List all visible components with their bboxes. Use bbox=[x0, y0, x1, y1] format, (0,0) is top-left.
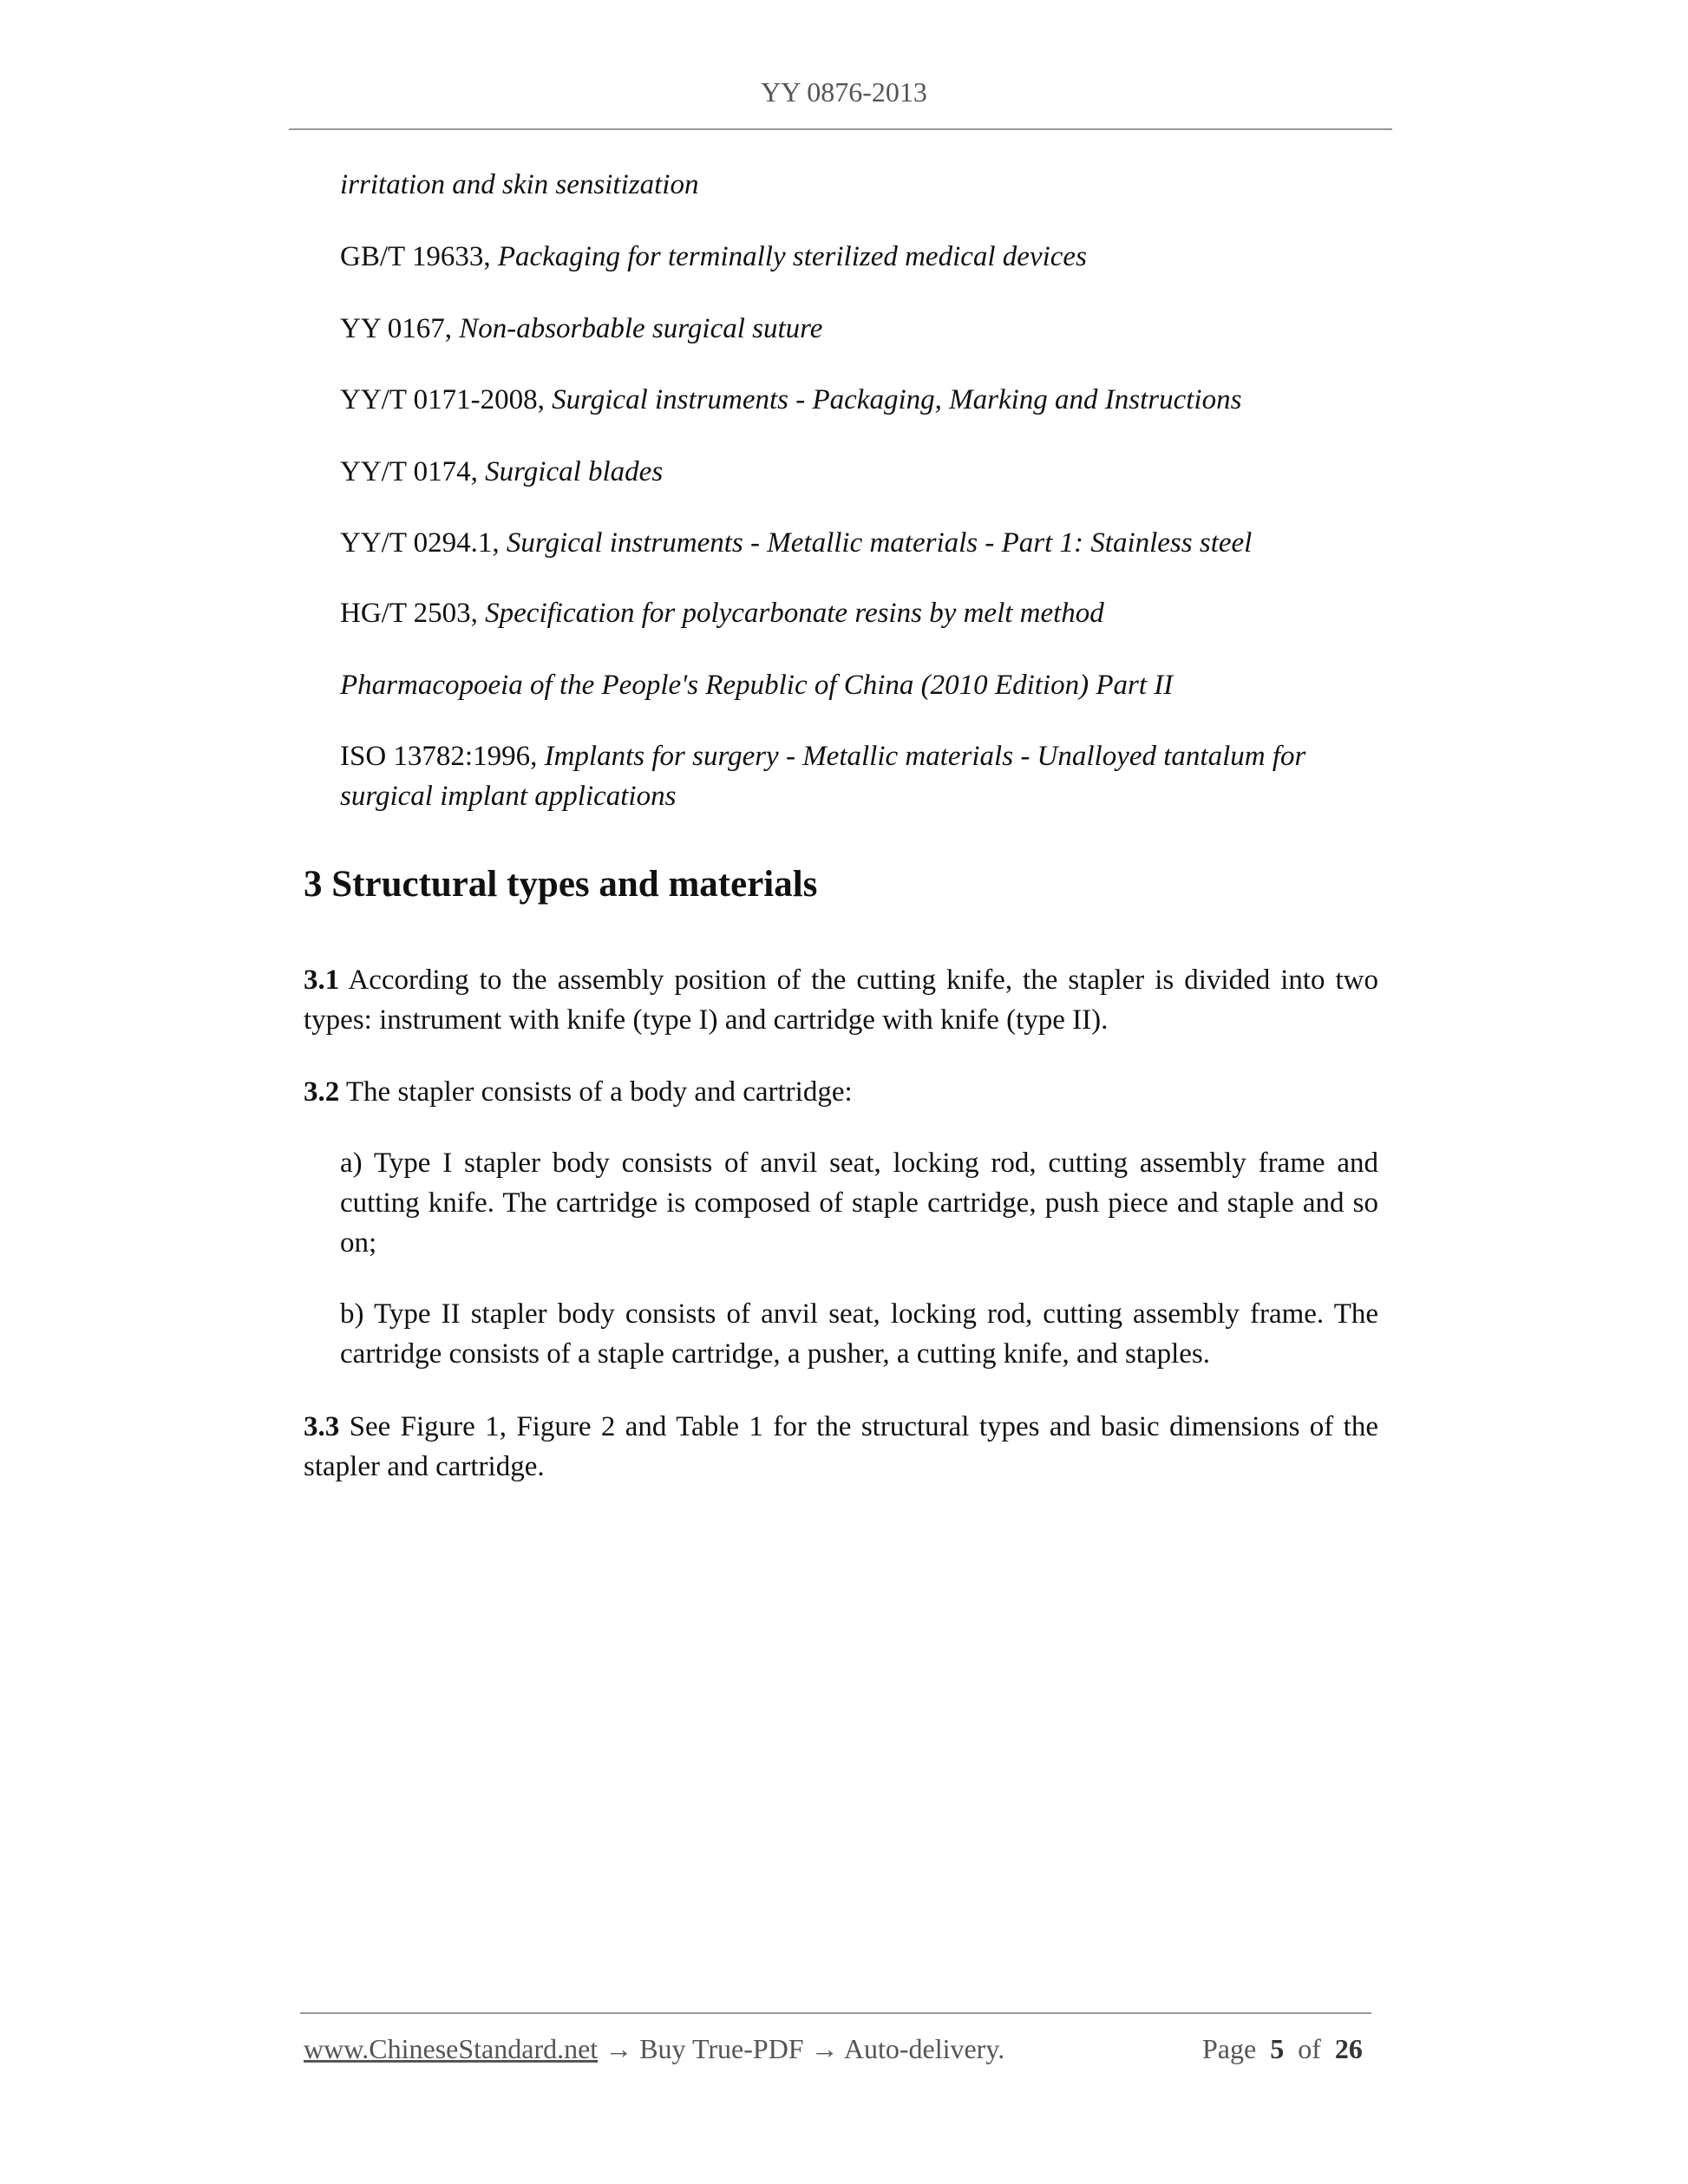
ref-code: ISO 13782:1996, bbox=[340, 741, 545, 772]
arrow-icon: → bbox=[598, 2033, 640, 2064]
website-link[interactable]: www.ChineseStandard.net bbox=[304, 2033, 599, 2064]
page-number: 5 bbox=[1270, 2033, 1285, 2064]
page-total: 26 bbox=[1334, 2033, 1363, 2064]
ref-title: Pharmacopoeia of the People's Republic of China (2010 Edition) Part II bbox=[340, 670, 1174, 701]
clause-text: According to the assembly position of the cutting knife, the stapler is divided into two types: instrument with knife (type I) and cartridge with knife (type II). bbox=[304, 964, 1378, 1036]
page-indicator bbox=[1202, 2033, 1363, 2065]
ref-title: Surgical instruments - Packaging, Marking and Instructions bbox=[552, 384, 1242, 415]
ref-code: YY/T 0171-2008, bbox=[340, 384, 553, 415]
reference-item bbox=[340, 237, 1378, 277]
ref-title: Implants for surgery - Metallic materials - Unalloyed tantalum for surgical implant applications bbox=[340, 741, 1306, 812]
of-label: of bbox=[1298, 2033, 1321, 2064]
ref-title: Surgical blades bbox=[485, 456, 664, 487]
buy-text: Buy True-PDF bbox=[639, 2033, 804, 2064]
reference-item bbox=[340, 309, 1378, 349]
ref-title: irritation and skin sensitization bbox=[340, 169, 699, 200]
clause-number: 3.1 bbox=[304, 964, 340, 996]
footer-promo bbox=[304, 2033, 1004, 2065]
clause-3-2 bbox=[304, 1072, 1378, 1112]
ref-code: GB/T 19633, bbox=[340, 241, 498, 272]
ref-code: YY/T 0174, bbox=[340, 456, 486, 487]
ref-title: Specification for polycarbonate resins by melt method bbox=[485, 598, 1104, 629]
header-rule bbox=[289, 128, 1392, 130]
clause-3-3 bbox=[304, 1407, 1378, 1487]
document-header: YY 0876-2013 bbox=[761, 76, 927, 108]
footer-rule bbox=[300, 2012, 1371, 2014]
clause-text: The stapler consists of a body and cartridge: bbox=[339, 1076, 853, 1108]
reference-item bbox=[340, 736, 1378, 816]
clause-number: 3.2 bbox=[304, 1076, 340, 1108]
ref-title: Packaging for terminally sterilized medical devices bbox=[497, 241, 1087, 272]
clause-3-1 bbox=[304, 960, 1378, 1040]
reference-item bbox=[340, 165, 1378, 205]
ref-code: YY 0167, bbox=[340, 313, 460, 344]
reference-item bbox=[340, 593, 1378, 633]
reference-item bbox=[340, 452, 1378, 492]
reference-item bbox=[340, 380, 1378, 420]
arrow-icon: → bbox=[803, 2033, 844, 2064]
ref-code: HG/T 2503, bbox=[340, 598, 486, 629]
ref-title: Surgical instruments - Metallic materials - Part 1: Stainless steel bbox=[506, 527, 1253, 559]
list-item-b: b) Type II stapler body consists of anvil seat, locking rod, cutting assembly frame. The cartridge consists of a staple cartridge, a pusher, a cutting knife, and staples. bbox=[340, 1298, 1378, 1370]
ref-title: Non-absorbable surgical suture bbox=[459, 313, 823, 344]
section-heading: 3 Structural types and materials bbox=[304, 864, 818, 905]
list-item-a: a) Type I stapler body consists of anvil seat, locking rod, cutting assembly frame and cutting knife. The cartridge is composed of staple cartridge, push piece and staple and so on; bbox=[340, 1148, 1378, 1259]
clause-text: See Figure 1, Figure 2 and Table 1 for the structural types and basic dimensions of the stapler and cartridge. bbox=[304, 1411, 1378, 1482]
reference-item bbox=[340, 523, 1378, 563]
reference-item bbox=[340, 665, 1378, 705]
clause-number: 3.3 bbox=[304, 1411, 340, 1442]
ref-code: YY/T 0294.1, bbox=[340, 527, 507, 559]
page-label: Page bbox=[1202, 2033, 1257, 2064]
delivery-text: Auto-delivery. bbox=[843, 2033, 1005, 2064]
